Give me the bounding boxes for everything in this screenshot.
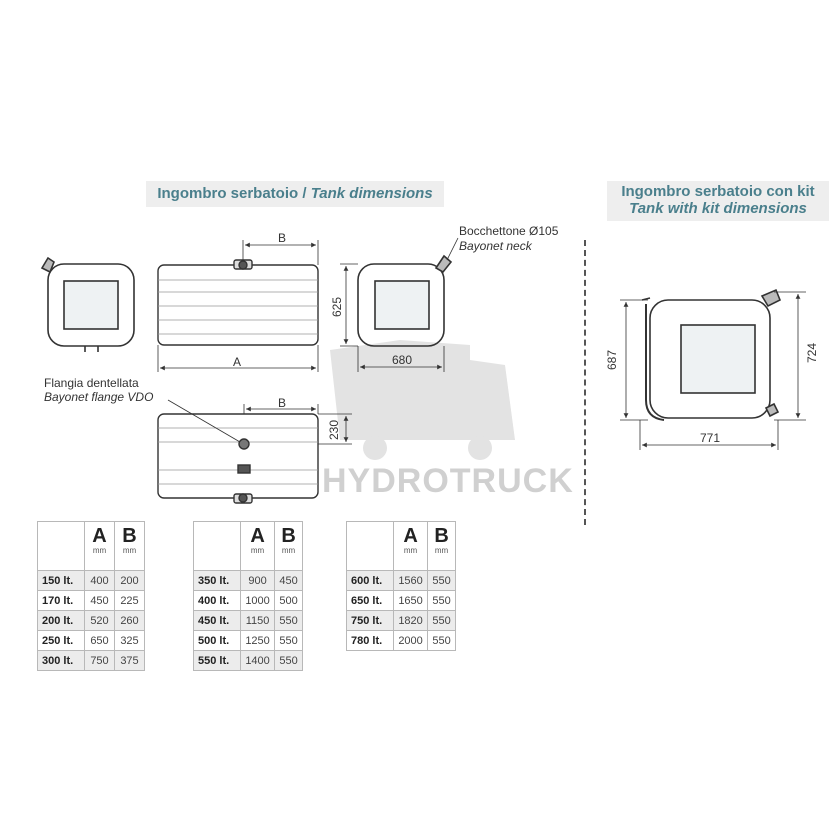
dimension-table-3: A mm B mm 600 lt. 1560 550 650 lt. 1650 550 750 lt. 1820 550 780 lt. 2000 550 [346, 521, 456, 651]
dimension-table-2: A mm B mm 350 lt. 900 450 400 lt. 1000 500 450 lt. 1150 550 500 lt. 1250 550 550 lt. 1400 550 [193, 521, 303, 671]
tank-end-view-right [358, 256, 451, 346]
flange-leader-line [168, 400, 240, 442]
table-row: 650 lt. 1650 550 [347, 591, 456, 611]
kit-title-italian: Ingombro serbatoio con kit [621, 183, 815, 200]
table-row: 500 lt. 1250 550 [194, 631, 303, 651]
dim-680-label: 680 [392, 353, 413, 367]
title-italian: Ingombro serbatoio / [157, 185, 307, 202]
tank-end-view-left [42, 258, 134, 352]
table-row: 150 lt. 400 200 [38, 571, 145, 591]
title-english: Tank dimensions [310, 185, 433, 202]
table-row: 750 lt. 1820 550 [347, 611, 456, 631]
dim-a-label: A [233, 355, 242, 369]
table-row: 450 lt. 1150 550 [194, 611, 303, 631]
tank-kit-view [642, 290, 780, 420]
table-row: 170 lt. 450 225 [38, 591, 145, 611]
dim-b-top-label: B [278, 231, 287, 245]
table-row: 200 lt. 520 260 [38, 611, 145, 631]
flange-label-english: Bayonet flange VDO [44, 390, 154, 404]
table-row: 400 lt. 1000 500 [194, 591, 303, 611]
dim-771-label: 771 [700, 431, 721, 445]
dim-b-bottom-label: B [278, 396, 287, 410]
dim-230-label: 230 [327, 419, 342, 441]
dim-687-label: 687 [605, 349, 620, 371]
neck-label-italian: Bocchettone Ø105 [459, 224, 559, 238]
table-row: 300 lt. 750 375 [38, 651, 145, 671]
tank-side-view-top [158, 260, 318, 345]
kit-title-english: Tank with kit dimensions [629, 200, 807, 217]
table-row: 550 lt. 1400 550 [194, 651, 303, 671]
dimension-table-1: A mm B mm 150 lt. 400 200 170 lt. 450 225 200 lt. 520 260 250 lt. 650 325 300 lt. 750 375 [37, 521, 145, 671]
watermark-text: HYDROTRUCK [322, 462, 574, 500]
neck-leader-line [447, 238, 458, 260]
table-row: 350 lt. 900 450 [194, 571, 303, 591]
tank-side-view-bottom [158, 414, 318, 503]
flange-label-italian: Flangia dentellata [44, 376, 139, 390]
neck-label-english: Bayonet neck [459, 239, 532, 253]
dimension-724 [774, 292, 806, 420]
dim-625-label: 625 [330, 296, 345, 318]
table-row: 250 lt. 650 325 [38, 631, 145, 651]
table-row: 780 lt. 2000 550 [347, 631, 456, 651]
dim-724-label: 724 [805, 342, 820, 364]
dimension-687 [620, 300, 648, 420]
table-row: 600 lt. 1560 550 [347, 571, 456, 591]
